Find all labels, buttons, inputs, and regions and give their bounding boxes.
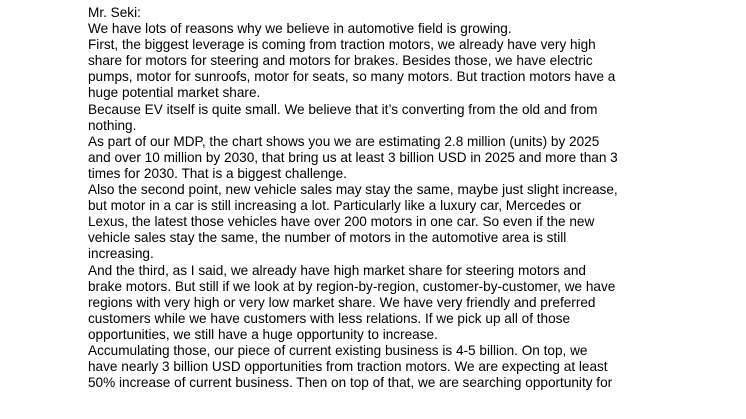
paragraph-market-share: And the third, as I said, we already have high market share for steering motors and brake motors. But still if we look at by region-by-region, customer-by-customer, we have regions with very high or very low market share. We have very friendly and preferred customers while we have customers with less relations. If we pick up all of those opportunities, we still have a huge opportunity to increase. (88, 262, 616, 342)
paragraph-traction-motors: First, the biggest leverage is coming from traction motors, we already have very high share for motors for steering and motors for brakes. Besides those, we have electric pumps, motor for sunroofs, motor for seats, so many motors. But traction motors have a huge potential market share. (88, 37, 616, 101)
paragraph-mdp-estimate: As part of our MDP, the chart shows you we are estimating 2.8 million (units) by 2025 and over 10 million by 2030, that bring us at least 3 billion USD in 2025 and more than 3 times for 2030. That is a biggest challenge. (88, 133, 618, 181)
paragraph-accumulating: Accumulating those, our piece of current existing business is 4-5 billion. On top, we have nearly 3 billion USD opportunities from traction motors. We are expecting at least 50% increase of current business. Then on top of that, we are searching opportunity for (88, 342, 613, 391)
paragraph-motors-per-car: Also the second point, new vehicle sales may stay the same, maybe just slight increase, but motor in a car is still increasing a lot. Particularly like a luxury car, Mercedes or Lexus, the latest those vehicles have over 200 motors in one car. So even if the new vehicle sales stay the same, the number of motors in the automotive area is still increasing. (88, 182, 618, 262)
document-body (88, 5, 673, 391)
paragraph-intro: We have lots of reasons why we believe in automotive field is growing. (88, 21, 512, 37)
paragraph-ev-conversion: Because EV itself is quite small. We believe that it’s converting from the old and from nothing. (88, 101, 598, 133)
speaker-label: Mr. Seki: (88, 5, 141, 20)
